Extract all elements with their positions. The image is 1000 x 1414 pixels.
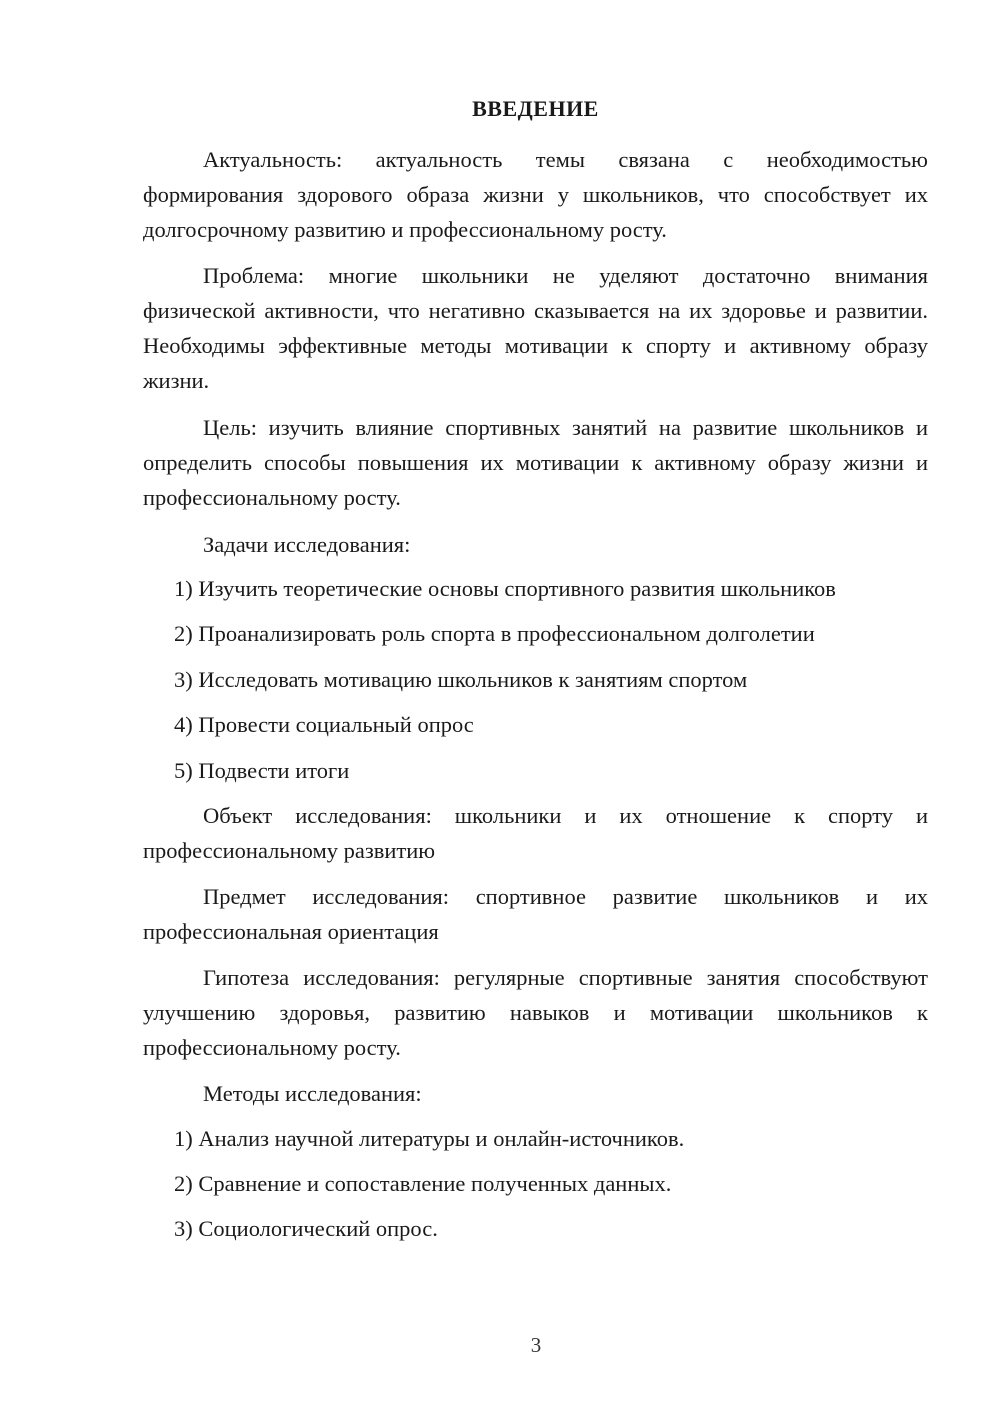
relevance-paragraph: Актуальность: актуальность темы связана с необходимостью формирования здорового образа жизни у школьников, что способствует их долгосрочному развитию и профессиональному росту. — [143, 147, 928, 242]
method-item-3: 3) Социологический опрос. — [174, 1216, 438, 1241]
method-item-2: 2) Сравнение и сопоставление полученных данных. — [174, 1171, 672, 1196]
methods-heading: Методы исследования: — [203, 1081, 422, 1106]
hypothesis-paragraph: Гипотеза исследования: регулярные спортивные занятия способствуют улучшению здоровья, развитию навыков и мотивации школьников к профессиональному росту. — [143, 965, 928, 1060]
method-item-1: 1) Анализ научной литературы и онлайн-источников. — [174, 1126, 685, 1151]
goal-paragraph: Цель: изучить влияние спортивных занятий на развитие школьников и определить способы повышения их мотивации к активному образу жизни и профессиональному росту. — [143, 415, 928, 510]
task-item-2: 2) Проанализировать роль спорта в профессиональном долголетии — [174, 621, 815, 646]
task-item-1: 1) Изучить теоретические основы спортивного развития школьников — [174, 576, 836, 601]
subject-paragraph: Предмет исследования: спортивное развитие школьников и их профессиональная ориентация — [143, 884, 928, 944]
problem-paragraph: Проблема: многие школьники не уделяют достаточно внимания физической активности, что негативно сказывается на их здоровье и развитии. Необходимы эффективные методы мотивации к спорту и активному образу жизни. — [143, 263, 928, 393]
object-paragraph: Объект исследования: школьники и их отношение к спорту и профессиональному развитию — [143, 803, 928, 863]
task-item-5: 5) Подвести итоги — [174, 758, 350, 783]
tasks-heading: Задачи исследования: — [203, 532, 411, 557]
page-title: ВВЕДЕНИЕ — [472, 96, 599, 121]
task-item-3: 3) Исследовать мотивацию школьников к занятиям спортом — [174, 667, 748, 692]
task-item-4: 4) Провести социальный опрос — [174, 712, 474, 737]
page-number: 3 — [530, 1333, 542, 1357]
